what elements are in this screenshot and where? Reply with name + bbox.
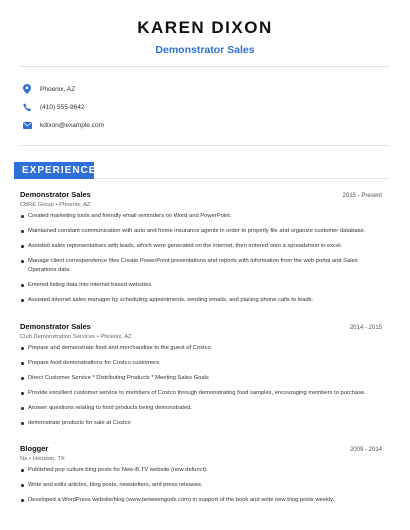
- phone-icon: [22, 102, 32, 112]
- location-pin-icon: [22, 84, 32, 94]
- section-heading-rule: [94, 178, 390, 179]
- job-title: Demonstrator Sales: [20, 190, 91, 199]
- job-company: Club Demonstration Services: [20, 334, 96, 340]
- contact-phone: [22, 98, 382, 116]
- job-dates: 2015 - Present: [342, 193, 382, 199]
- job-location: Phoenix, AZ: [100, 334, 132, 340]
- contact-list: [22, 80, 382, 134]
- job-title: Demonstrator Sales: [20, 322, 91, 331]
- contact-email: [22, 116, 382, 134]
- job-entry: [20, 322, 382, 434]
- envelope-icon: [22, 120, 32, 130]
- job-company: Na: [20, 456, 28, 462]
- job-entry: [20, 444, 382, 511]
- job-bullet: Published pop culture blog posts for New-B.TV website (now defunct).: [20, 466, 382, 475]
- contact-location: [22, 80, 382, 98]
- job-bullet: Assisted sales representatives with leads, which were generated on the internet, then entered onto a spreadsheet in excel.: [20, 242, 382, 251]
- job-bullet: Created marketing tools and friendly email reminders on Word and PowerPoint.: [20, 212, 382, 221]
- job-entry: [20, 190, 382, 311]
- job-dates: 2014 - 2015: [349, 325, 382, 331]
- section-heading-experience: EXPERIENCE: [22, 165, 97, 176]
- job-location: Houston, TX: [32, 456, 65, 462]
- job-bullet: Maintained constant communication with auto and home insurance agents in order to properly file and organize customer database.: [20, 227, 382, 236]
- job-bullet: Developed a WordPress website/blog (www.betweengods.com) in support of the book and write new blog posts weekly.: [20, 496, 382, 505]
- job-bullet: Entered listing data into internet based websites.: [20, 281, 382, 290]
- job-bullet: Prepare and demonstrate food and merchandise to the guest of Costco.: [20, 344, 382, 353]
- candidate-name: KAREN DIXON: [137, 18, 273, 37]
- job-location: Phoenix, AZ: [59, 202, 91, 208]
- job-bullet: Answer questions relating to food products being demonstrated.: [20, 404, 382, 413]
- phone-text: (410) 555-9642: [40, 103, 85, 111]
- job-bullets: [20, 344, 382, 428]
- job-company: CBRE Group: [20, 202, 54, 208]
- job-title: Blogger: [20, 444, 49, 453]
- email-text[interactable]: kdixon@example.com: [40, 121, 105, 129]
- job-bullet: Assisted internet sales manager by scheduling appointments, sending emails, and placing phone calls to leads.: [20, 296, 382, 305]
- contact-divider: [20, 145, 390, 146]
- job-bullets: [20, 212, 382, 305]
- candidate-title: Demonstrator Sales: [155, 44, 255, 56]
- job-bullet: Write and edits articles, blog posts, newsletters, and press releases.: [20, 481, 382, 490]
- job-bullet: Direct Customer Service * Distributing Products * Meeting Sales Goals: [20, 374, 382, 383]
- header-divider: [20, 66, 390, 67]
- job-company-line: CBRE Group • Phoenix, AZ: [20, 202, 91, 208]
- job-company-line: Club Demonstration Services • Phoenix, AZ: [20, 334, 132, 340]
- job-bullet: Provide excellent customer service to members of Costco through demonstrating food samples, encouraging members to purchase.: [20, 389, 382, 398]
- job-bullet: Manage client correspondence files Create PowerPoint presentations and reports with information from the web portal and Sales Operations data: [20, 257, 382, 275]
- location-text: Phoenix, AZ: [40, 85, 76, 93]
- resume-header: [0, 18, 410, 56]
- job-company-line: Na • Houston, TX: [20, 456, 65, 462]
- job-bullet: Prepare food demonstrations for Costco customers.: [20, 359, 382, 368]
- job-bullets: [20, 466, 382, 505]
- job-bullet: demonstrate products for sale at Costco: [20, 419, 382, 428]
- job-dates: 2009 - 2014: [349, 447, 382, 453]
